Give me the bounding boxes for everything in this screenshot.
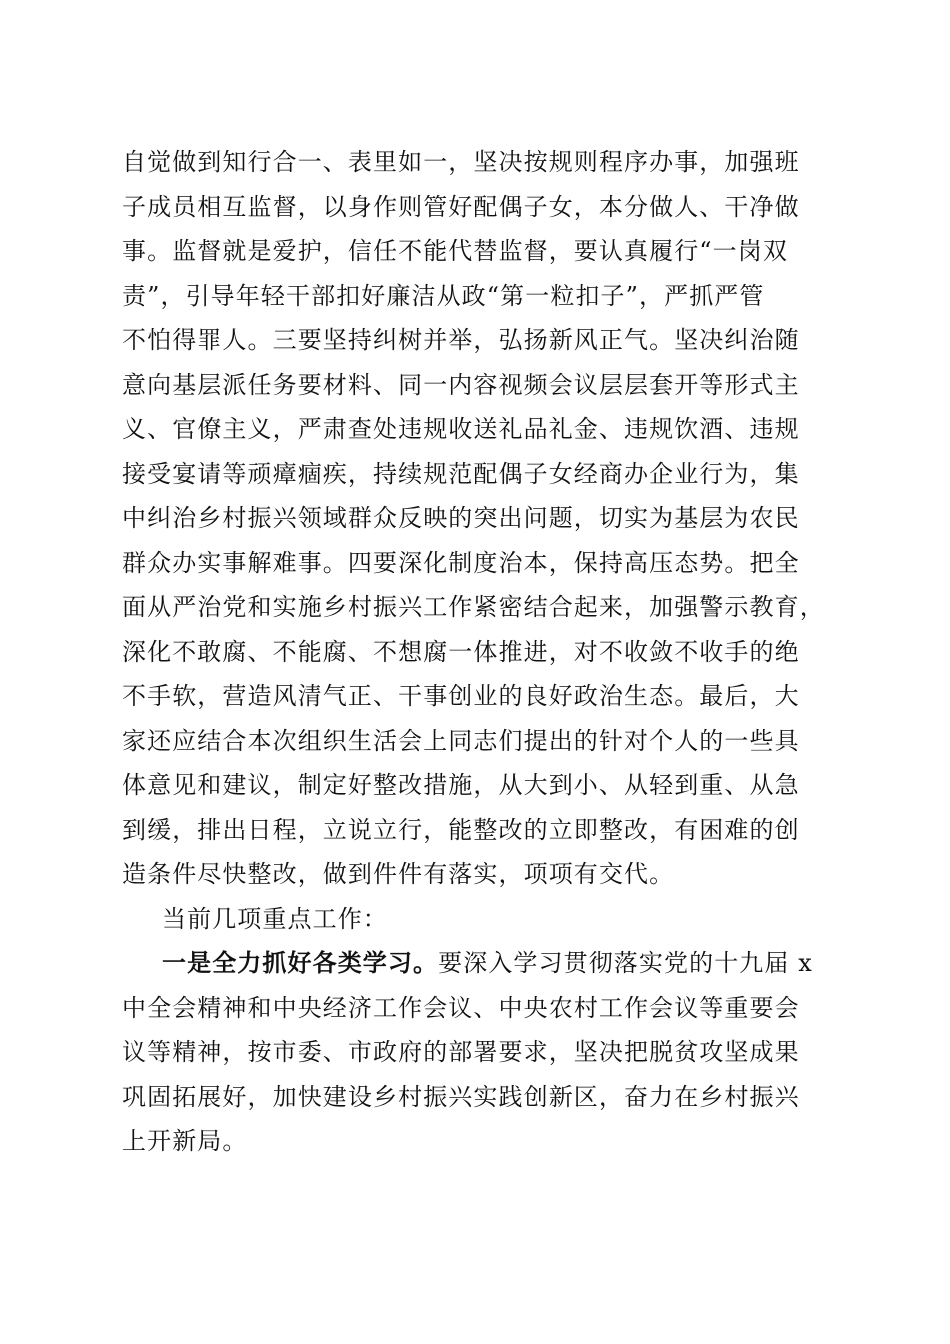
text-line: 家还应结合本次组织生活会上同志们提出的针对个人的一些具	[122, 726, 800, 755]
item-1-first-line	[122, 941, 834, 986]
text-line: 中纠治乡村振兴领域群众反映的突出问题，切实为基层为农民	[122, 504, 800, 532]
text-line: 议等精神，按市委、市政府的部署要求，坚决把脱贫攻坚成果	[122, 1038, 800, 1066]
text-line: 责”，引导年轻干部扣好廉洁从政“第一粒扣子”，严抓严管	[122, 281, 765, 310]
text-line: 造条件尽快整改，做到件件有落实，项项有交代。	[122, 860, 675, 888]
text-line: 体意见和建议，制定好整改措施，从大到小、从轻到重、从急	[122, 771, 800, 799]
text-line: 到缓，排出日程，立说立行，能整改的立即整改，有困难的创	[122, 815, 800, 844]
text-line: 巩固拓展好，加快建设乡村振兴实践创新区，奋力在乡村振兴	[122, 1082, 800, 1111]
text-line: 自觉做到知行合一、表里如一，坚决按规则程序办事，加强班	[122, 148, 800, 176]
paragraph-1	[122, 140, 834, 897]
text-line: 中全会精神和中央经济工作会议、中央农村工作会议等重要会	[122, 993, 800, 1022]
text-line: 接受宴请等顽瘴痼疾，持续规范配偶子女经商办企业行为，集	[122, 459, 800, 488]
text-line: 不怕得罪人。三要坚持纠树并举，弘扬新风正气。坚决纠治随	[122, 326, 800, 354]
section-heading-text: 当前几项重点工作：	[162, 904, 388, 933]
text-line: 群众办实事解难事。四要深化制度治本，保持高压态势。把全	[122, 548, 800, 577]
document-body	[122, 140, 834, 1164]
text-line: 事。监督就是爱护，信任不能代替监督，要认真履行“一岗双	[122, 237, 788, 265]
text-line: 意向基层派任务要材料、同一内容视频会议层层套开等形式主	[122, 370, 800, 399]
text-line: 义、官僚主义，严肃查处违规收送礼品礼金、违规饮酒、违规	[122, 415, 800, 443]
text-line: 子成员相互监督，以身作则管好配偶子女，本分做人、干净做	[122, 192, 800, 221]
paragraph-item-1	[122, 941, 834, 1164]
text-line: 上开新局。	[122, 1127, 248, 1155]
item-1-first-line-rest: 要深入学习贯彻落实党的十九届 x	[438, 949, 813, 977]
text-line: 不手软，营造风清气正、干事创业的良好政治生态。最后，大	[122, 682, 800, 710]
text-line: 深化不敢腐、不能腐、不想腐一体推进，对不收敛不收手的绝	[122, 637, 800, 666]
text-line: 面从严治党和实施乡村振兴工作紧密结合起来，加强警示教育，	[122, 593, 825, 621]
section-heading	[122, 897, 834, 942]
item-1-lead: 一是全力抓好各类学习。	[162, 948, 439, 977]
